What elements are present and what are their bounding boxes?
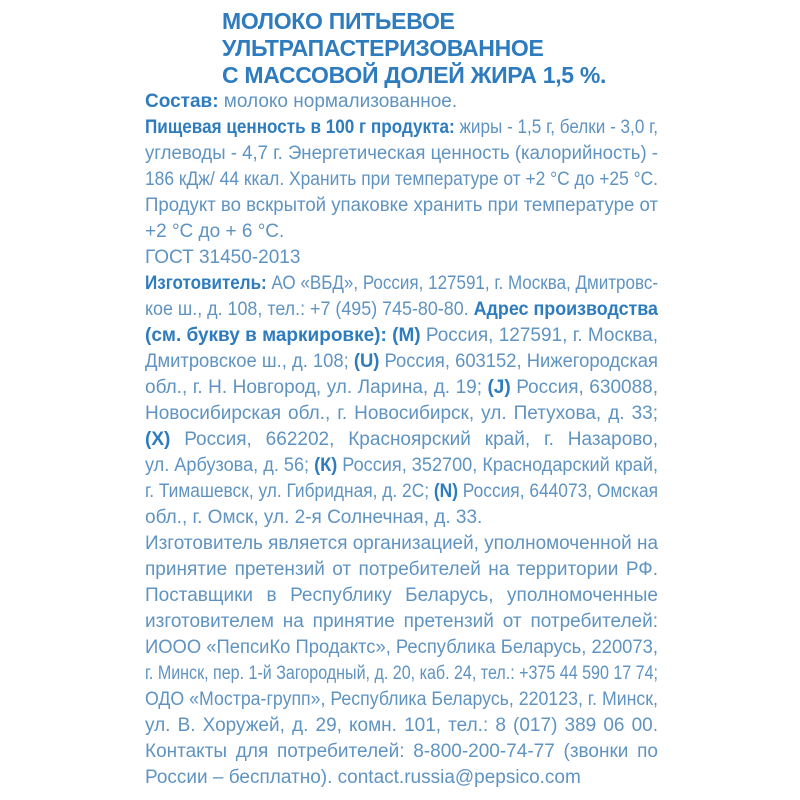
text-run: Россия, 662202, Красноярский край, г. Назарово, <box>170 429 658 450</box>
text-run: обл., г. Омск, ул. 2-я Солнечная, д. 33. <box>145 507 483 528</box>
text-line <box>145 219 658 245</box>
text-run: изготовителем на принятие претензий от потребителей: <box>145 611 658 632</box>
line-content <box>145 505 482 531</box>
paragraph-composition <box>145 89 658 115</box>
bold-text-run: Адрес производства <box>473 299 658 320</box>
bold-text-run: (N) <box>433 481 458 502</box>
text-run: Новосибирская обл., г. Новосибирск, ул. Петухова, д. 33; <box>145 403 658 424</box>
text-run: Изготовитель является организацией, уполномоченной на <box>145 533 658 554</box>
text-run: углеводы - 4,7 г. Энергетическая ценность (калорийность) - <box>145 143 658 164</box>
text-run: ИООО «ПепсиКо Продактс», Республика Беларусь, 220073, <box>145 637 658 658</box>
line-content <box>145 219 284 245</box>
text-run: Россия, 603152, Нижегородская <box>379 351 658 372</box>
line-content <box>145 89 457 115</box>
line-content <box>145 401 658 427</box>
text-run: АО «ВБД», Россия, 127591, г. Москва, Дмитровс- <box>266 273 658 294</box>
bold-text-run: (см. букву в маркировке): (М) <box>145 325 421 346</box>
bold-text-run: (К) <box>314 455 338 476</box>
line-content <box>145 583 658 609</box>
text-line <box>145 453 658 479</box>
title-line: С МАССОВОЙ ДОЛЕЙ ЖИРА 1,5 %. <box>222 62 607 88</box>
bold-text-run: Состав: <box>145 91 219 112</box>
line-content <box>145 713 658 739</box>
line-content <box>145 427 658 453</box>
bold-text-run: Изготовитель: <box>145 273 267 294</box>
line-content <box>145 479 658 505</box>
line-content <box>145 557 658 583</box>
line-content <box>145 141 658 167</box>
text-line <box>145 401 658 427</box>
text-line <box>145 323 658 349</box>
text-line <box>145 271 658 297</box>
line-content <box>145 323 658 349</box>
text-run: 186 кДж/ 44 ккал. Хранить при температуре от +2 °С до +25 °С. <box>145 169 658 190</box>
text-run: жиры - 1,5 г, белки - 3,0 г, <box>454 117 658 138</box>
line-content <box>145 167 658 193</box>
text-line <box>145 479 658 505</box>
line-content <box>145 453 658 479</box>
line-content <box>145 531 658 557</box>
text-line <box>145 505 658 531</box>
line-content <box>145 609 658 635</box>
text-line <box>145 635 658 661</box>
title-line: УЛЬТРАПАСТЕРИЗОВАННОЕ <box>222 35 544 61</box>
text-run: Россия, 352700, Краснодарский край, <box>337 455 658 476</box>
text-run: ул. В. Хоружей, д. 29, комн. 101, тел.: 8 (017) 389 06 00. <box>145 715 658 736</box>
text-run: Поставщики в Республику Беларусь, уполномоченные <box>145 585 658 606</box>
text-line <box>145 167 658 193</box>
bold-text-run: (Х) <box>145 429 171 450</box>
line-content <box>145 687 658 713</box>
text-line <box>145 115 658 141</box>
text-line <box>145 427 658 453</box>
text-line <box>145 349 658 375</box>
text-run: Россия, 644073, Омская <box>457 481 658 502</box>
text-run: +2 °С до + 6 °С. <box>145 221 285 242</box>
text-run: ОДО «Мостра-групп», Республика Беларусь, 220123, г. Минск, <box>145 689 658 710</box>
paragraph-nutrition-storage <box>145 115 658 245</box>
text-run: ГОСТ 31450-2013 <box>145 247 301 268</box>
line-content <box>145 349 658 375</box>
text-line <box>145 687 658 713</box>
text-line <box>145 765 658 791</box>
text-run: России – бесплатно). contact.russia@pepsico.com <box>145 767 581 788</box>
line-content <box>145 765 581 791</box>
line-content <box>145 245 300 271</box>
paragraph-claims-and-contacts <box>145 531 658 791</box>
bold-text-run: Пищевая ценность в 100 г продукта: <box>145 117 455 138</box>
text-line <box>145 245 658 271</box>
text-line <box>145 713 658 739</box>
text-line <box>145 297 658 323</box>
line-content <box>145 271 658 297</box>
text-line <box>145 531 658 557</box>
text-line <box>145 193 658 219</box>
text-run: обл., г. Н. Новгород, ул. Ларина, д. 19; <box>145 377 488 398</box>
text-run: г. Тимашевск, ул. Гибридная, д. 2С; <box>145 481 434 502</box>
line-content <box>145 739 658 765</box>
text-line <box>145 89 658 115</box>
line-content <box>145 193 658 219</box>
text-run: Продукт во вскрытой упаковке хранить при температуре от <box>145 195 658 216</box>
text-line <box>145 375 658 401</box>
text-run: принятие претензий от потребителей на территории РФ. <box>145 559 658 580</box>
text-line <box>145 739 658 765</box>
text-line <box>145 661 658 687</box>
text-run: ул. Арбузова, д. 56; <box>145 455 315 476</box>
label-body <box>145 89 658 791</box>
bold-text-run: (U) <box>353 351 380 372</box>
paragraph-manufacturer-addresses <box>145 271 658 531</box>
text-run: кое ш., д. 108, тел.: +7 (495) 745-80-80. <box>145 299 474 320</box>
text-run: Россия, 630088, <box>510 377 658 398</box>
line-content <box>145 635 658 661</box>
text-run: Россия, 127591, г. Москва, <box>420 325 658 346</box>
text-line <box>145 583 658 609</box>
text-run: молоко нормализованное. <box>218 91 458 112</box>
line-content <box>145 115 658 141</box>
paragraph-gost <box>145 245 658 271</box>
product-title <box>222 8 658 89</box>
text-run: Контакты для потребителей: 8-800-200-74-77 (звонки по <box>145 741 658 762</box>
text-line <box>145 141 658 167</box>
label-text-block <box>145 8 658 791</box>
line-content <box>145 375 658 401</box>
text-run: Дмитровское ш., д. 108; <box>145 351 354 372</box>
bold-text-run: (J) <box>487 377 511 398</box>
line-content <box>145 661 658 687</box>
line-content <box>145 297 658 323</box>
text-line <box>145 557 658 583</box>
title-line: МОЛОКО ПИТЬЕВОЕ <box>222 8 455 34</box>
text-line <box>145 609 658 635</box>
text-run: г. Минск, пер. 1-й Загородный, д. 20, каб. 24, тел.: +375 44 590 17 74; <box>145 663 658 684</box>
